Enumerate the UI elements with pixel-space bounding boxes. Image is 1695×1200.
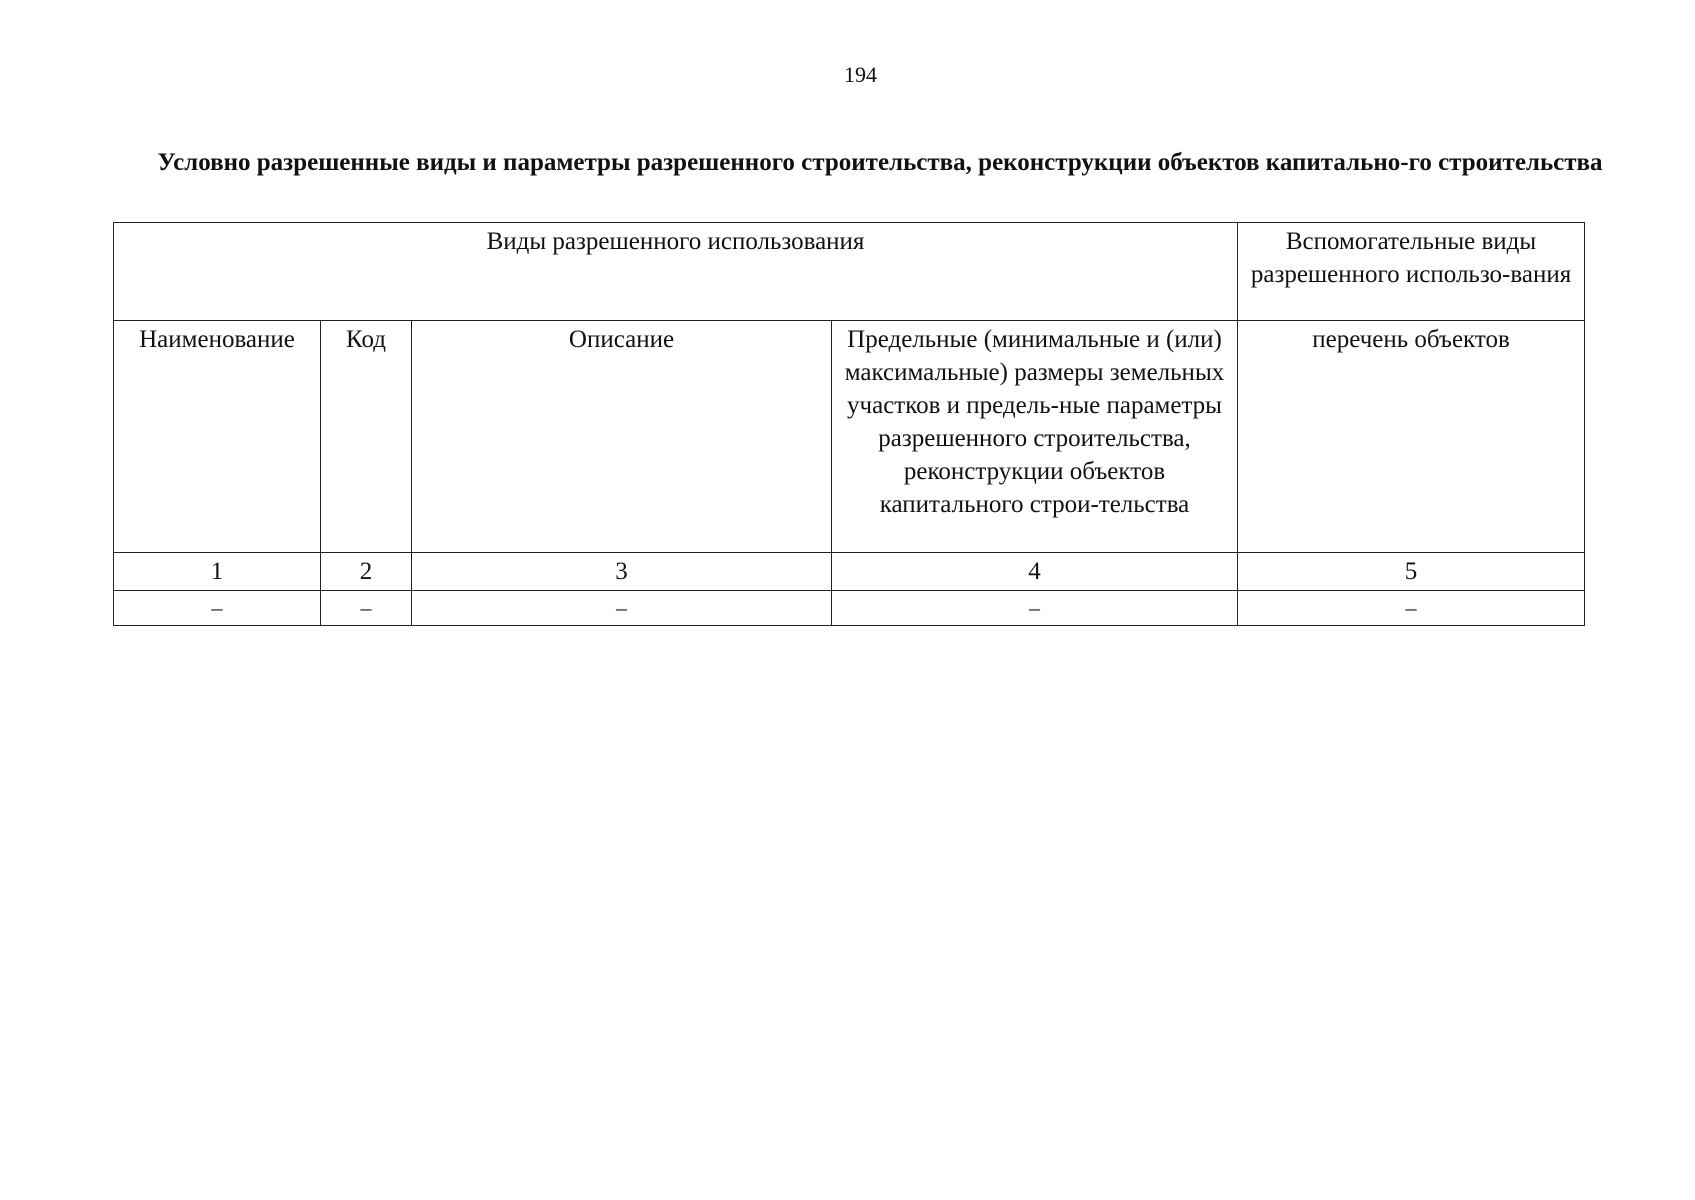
column-number: 2 <box>321 553 412 591</box>
column-number: 5 <box>1238 553 1585 591</box>
table-cell: – <box>1238 591 1585 626</box>
permitted-uses-table <box>113 222 1585 626</box>
table-cell: – <box>412 591 832 626</box>
column-header-limits: Предельные (минимальные и (или) максимальные) размеры земельных участков и предель-ные параметры разрешенного строительства, реконструкции объектов капитального строи-тельства <box>832 321 1238 553</box>
table-column-header-row <box>114 321 1585 553</box>
column-number: 3 <box>412 553 832 591</box>
column-header-code: Код <box>321 321 412 553</box>
aux-header-cell: Вспомогательные виды разрешенного использо-вания <box>1238 223 1585 321</box>
column-number-row <box>114 553 1585 591</box>
column-header-name: Наименование <box>114 321 321 553</box>
table-group-header-row <box>114 223 1585 321</box>
document-title: Условно разрешенные виды и параметры разрешенного строительства, реконструкции объектов капитально-го строительства <box>157 149 1603 176</box>
table-cell: – <box>832 591 1238 626</box>
column-header-description: Описание <box>412 321 832 553</box>
table-cell: – <box>321 591 412 626</box>
column-number: 4 <box>832 553 1238 591</box>
column-number: 1 <box>114 553 321 591</box>
page-number: 194 <box>844 62 877 87</box>
table-cell: – <box>114 591 321 626</box>
table-row <box>114 591 1585 626</box>
column-header-objects-list: перечень объектов <box>1238 321 1585 553</box>
group-header-cell: Виды разрешенного использования <box>114 223 1238 321</box>
